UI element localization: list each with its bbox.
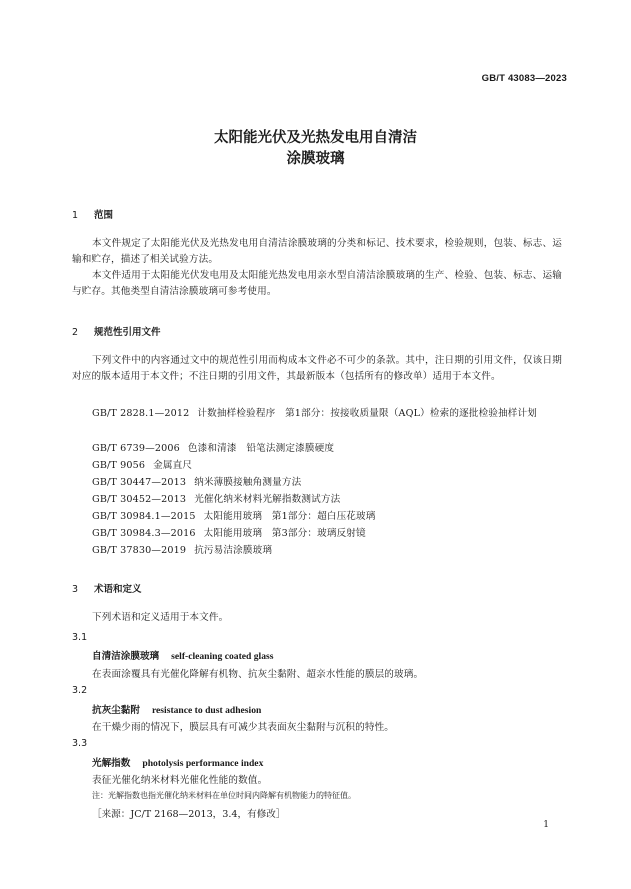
reference-code: GB/T 9056 — [92, 460, 146, 471]
reference-item — [92, 475, 301, 491]
reference-item — [92, 441, 334, 457]
section-1-paragraph-2: 本文件适用于太阳能光伏发电用及太阳能光热发电用亲水型自清洁涂膜玻璃的生产、检验、包装、标志、运输与贮存。其他类型自清洁涂膜玻璃可参考使用。 — [72, 270, 562, 298]
section-2-intro: 下列文件中的内容通过文中的规范性引用而构成本文件必不可少的条款。其中，注日期的引用文件，仅该日期对应的版本适用于本文件；不注日期的引用文件，其最新版本（包括所有的修改单）适用于本文件。 — [72, 355, 562, 383]
term-name-en: photolysis performance index — [142, 758, 264, 769]
term-name — [92, 648, 273, 662]
reference-code: GB/T 30984.3—2016 — [92, 528, 196, 539]
reference-item — [92, 543, 272, 559]
reference-title: 太阳能用玻璃 第3部分：玻璃反射镜 — [203, 528, 366, 539]
section-3-intro: 下列术语和定义适用于本文件。 — [92, 612, 229, 623]
section-1-paragraph-1: 本文件规定了太阳能光伏及光热发电用自清洁涂膜玻璃的分类和标记、技术要求，检验规则，包装、标志、运输和贮存，描述了相关试验方法。 — [72, 238, 562, 266]
section-1-heading — [72, 207, 113, 221]
reference-code: GB/T 6739—2006 — [92, 443, 180, 454]
reference-title: 计数抽样检验程序 第1部分：按接收质量限（AQL）检索的逐批检验抽样计划 — [197, 408, 538, 419]
page-number: 1 — [543, 820, 549, 830]
section-title: 范围 — [94, 210, 114, 221]
reference-code: GB/T 30984.1—2015 — [92, 511, 196, 522]
reference-title: 色漆和清漆 铅笔法测定漆膜硬度 — [187, 443, 335, 454]
reference-item — [92, 509, 376, 525]
term-name-en: self-cleaning coated glass — [171, 651, 274, 662]
section-number: 2 — [72, 327, 79, 338]
term-note: 注：光解指数也指光催化纳米材料在单位时间内降解有机物能力的特征值。 — [92, 791, 356, 800]
term-number: 3.2 — [72, 685, 88, 696]
reference-item — [92, 458, 192, 474]
document-title-line-1: 太阳能光伏及光热发电用自清洁 — [214, 130, 417, 146]
term-name-zh: 光解指数 — [92, 758, 131, 769]
term-source: ［来源：JC/T 2168—2013，3.4，有修改］ — [92, 809, 286, 820]
reference-code: GB/T 30447—2013 — [92, 477, 187, 488]
section-title: 术语和定义 — [94, 584, 142, 595]
term-definition: 在表面涂覆具有光催化降解有机物、抗灰尘黏附、超亲水性能的膜层的玻璃。 — [92, 669, 424, 680]
reference-title: 抗污易洁涂膜玻璃 — [194, 545, 273, 556]
reference-code: GB/T 2828.1—2012 — [92, 408, 190, 419]
section-number: 1 — [72, 210, 79, 221]
term-name-zh: 抗灰尘黏附 — [92, 705, 140, 716]
reference-title: 金属直尺 — [153, 460, 193, 471]
section-3-heading — [72, 581, 142, 595]
term-number: 3.1 — [72, 632, 88, 643]
reference-title: 纳米薄膜接触角测量方法 — [194, 477, 302, 488]
term-name-zh: 自清洁涂膜玻璃 — [92, 651, 160, 662]
reference-item — [92, 492, 340, 508]
term-name-en: resistance to dust adhesion — [151, 705, 262, 716]
section-number: 3 — [72, 584, 79, 595]
reference-item — [72, 406, 562, 422]
reference-title: 太阳能用玻璃 第1部分：超白压花玻璃 — [203, 511, 376, 522]
section-2-heading — [72, 324, 161, 338]
term-definition: 在干燥少雨的情况下，膜层具有可减少其表面灰尘黏附与沉积的特性。 — [92, 722, 395, 733]
reference-title: 光催化纳米材料光解指数测试方法 — [194, 494, 341, 505]
reference-code: GB/T 37830—2019 — [92, 545, 187, 556]
reference-code: GB/T 30452—2013 — [92, 494, 187, 505]
term-number: 3.3 — [72, 738, 88, 749]
term-definition: 表征光催化纳米材料光催化性能的数值。 — [92, 775, 268, 786]
document-title-line-2: 涂膜玻璃 — [286, 151, 345, 167]
term-name — [92, 702, 261, 716]
reference-item — [92, 526, 366, 542]
standard-code: GB/T 43083—2023 — [481, 73, 567, 84]
section-title: 规范性引用文件 — [94, 327, 161, 338]
term-name — [92, 755, 263, 769]
